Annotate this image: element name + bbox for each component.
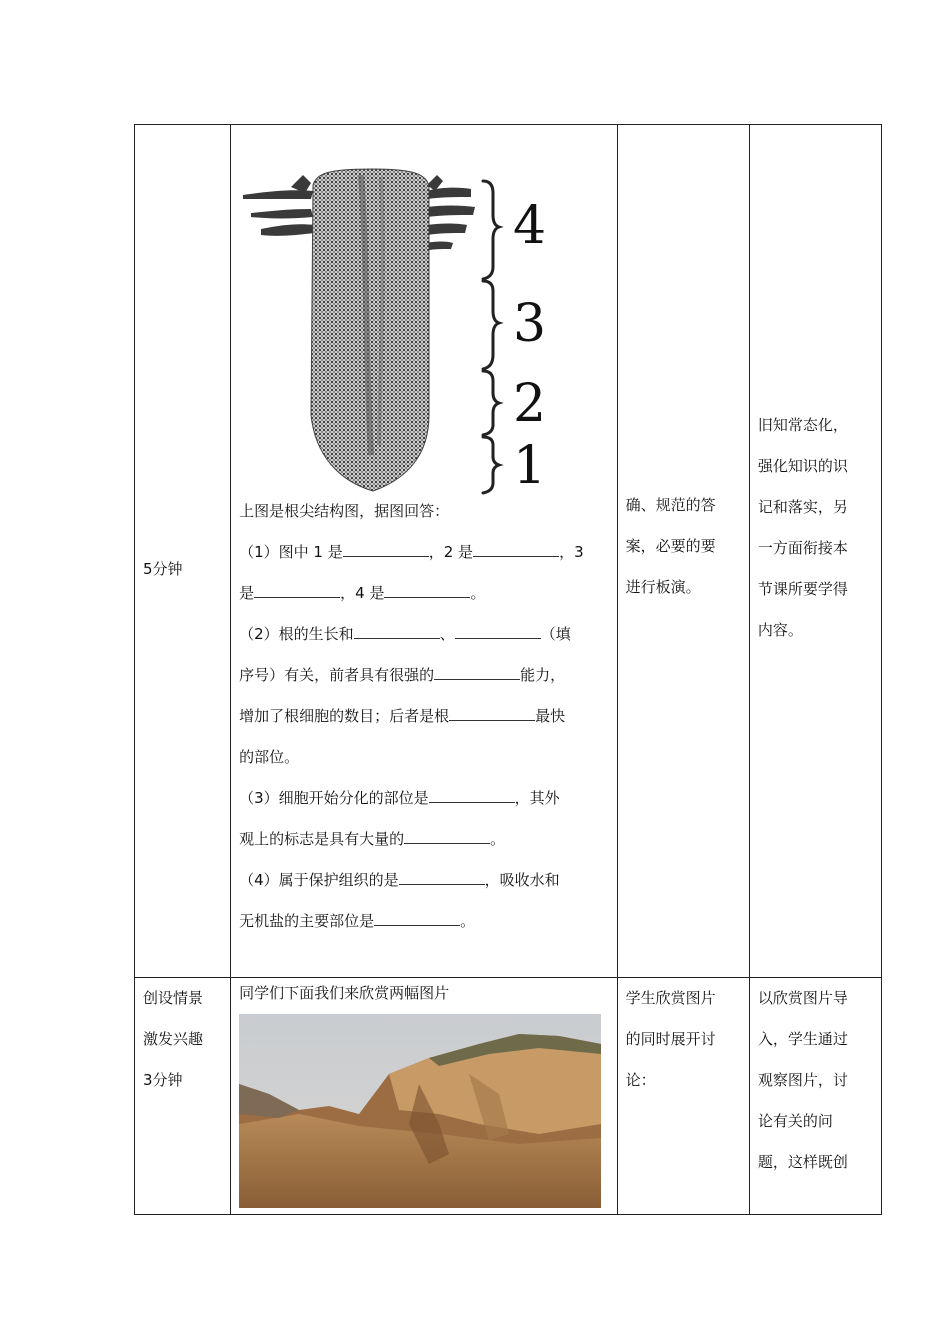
landscape-photo xyxy=(239,1014,601,1208)
question-3-line-2: 观上的标志是具有大量的 。 xyxy=(239,830,506,848)
question-block xyxy=(231,491,617,942)
question-4-line-1: （4）属于保护组织的是 ，吸收水和 xyxy=(239,871,560,889)
region-braces xyxy=(483,181,499,493)
region-label-4: 4 xyxy=(513,196,547,256)
stage-text: 创设情景 激发兴趣 3分钟 xyxy=(143,989,204,1089)
design-intent-text: 旧知常态化， 强化知识的识 记和落实，另 一方面衔接本 节课所要学得 内容。 xyxy=(757,416,848,639)
stage-cell xyxy=(135,978,231,1215)
student-activity-cell xyxy=(617,125,749,978)
root-tip-figure xyxy=(231,125,617,507)
design-intent-text-2: 以欣赏图片导 入，学生通过 观察图片，讨 论有关的问 题，这样既创 xyxy=(757,989,848,1171)
lesson-plan-table xyxy=(134,124,882,1215)
question-1-line-1: （1）图中 1 是 ，2 是 ，3 xyxy=(239,543,584,561)
root-hairs-right xyxy=(425,175,475,251)
student-activity-text-2: 学生欣赏图片 的同时展开讨 论： xyxy=(625,989,716,1089)
question-intro: 上图是根尖结构图，据图回答： xyxy=(239,502,450,520)
design-intent-cell xyxy=(749,125,881,978)
content-cell xyxy=(231,125,618,978)
question-2-line-4: 的部位。 xyxy=(239,748,300,766)
question-3-line-1: （3）细胞开始分化的部位是 ，其外 xyxy=(239,789,560,807)
teacher-activity-text: 同学们下面我们来欣赏两幅图片 xyxy=(239,984,450,1002)
question-4-line-2: 无机盐的主要部位是 。 xyxy=(239,912,476,930)
region-label-1: 1 xyxy=(513,436,547,496)
question-1-line-2: 是 ，4 是 。 xyxy=(239,584,486,602)
time-cell xyxy=(135,125,231,978)
region-label-3: 3 xyxy=(513,294,547,354)
root-hairs-left xyxy=(243,175,315,236)
question-2-line-1: （2）根的生长和 、 （填 xyxy=(239,625,571,643)
time-label: 5分钟 xyxy=(143,560,183,578)
table-row xyxy=(135,125,882,978)
student-activity-text: 确、规范的答 案，必要的要 进行板演。 xyxy=(625,496,716,596)
teacher-activity-cell xyxy=(231,978,618,1215)
table-row xyxy=(135,978,882,1215)
question-2-line-3: 增加了根细胞的数目；后者是根 最快 xyxy=(239,707,566,725)
student-activity-cell-2 xyxy=(617,978,749,1215)
design-intent-cell-2 xyxy=(749,978,881,1215)
question-2-line-2: 序号）有关，前者具有很强的 能力， xyxy=(239,666,566,684)
root-tip-diagram xyxy=(231,125,617,507)
region-label-2: 2 xyxy=(513,374,547,434)
